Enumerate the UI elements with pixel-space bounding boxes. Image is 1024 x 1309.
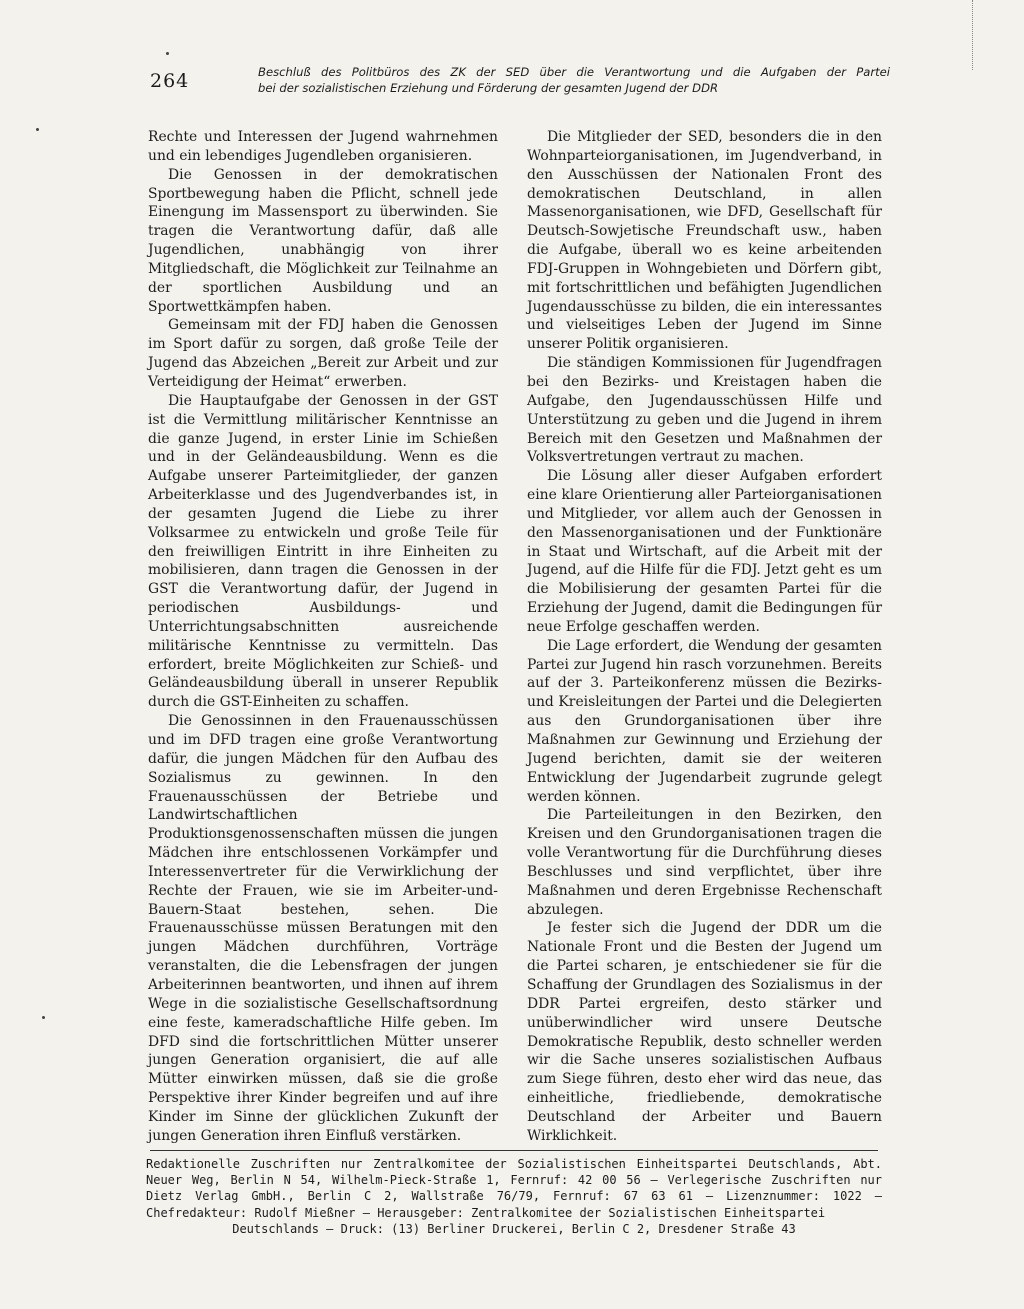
scan-edge-mark	[972, 0, 974, 70]
running-head-line-2: bei der sozialistischen Erziehung und Förderung der gesamten Jugend der DDR	[258, 81, 719, 95]
paragraph: Rechte und Interessen der Jugend wahrnehmen und ein lebendiges Jugendleben organisieren.	[148, 129, 498, 164]
paragraph: Die Hauptaufgabe der Genossen in der GST ist die Vermittlung militärischer Kenntnisse an die ganze Jugend, in erster Linie im Schießen und in der Geländeausbildung. Wenn es die Aufgabe unserer Parteimitglieder, der ganzen Arbeiterklasse und des Jugendverbandes ist, in der gesamten Jugend die Liebe zu ihrer Volksarmee zu entwickeln und große Teile für den freiwilligen Eintritt in ihre Einheiten zu mobilisieren, dann tragen die Genossen in der GST die Verantwortung dafür, der Jugend in periodischen Ausbildungs- und Unterrichtungsabschnitten ausreichende militärische Kenntnisse zu vermitteln. Das erfordert, breite Möglichkeiten zur Schieß- und Geländeausbildung überall in unserer Republik durch die GST-Einheiten zu schaffen.	[148, 392, 498, 711]
page-header	[150, 58, 890, 102]
imprint-text: Redaktionelle Zuschriften nur Zentralkomitee der Sozialistischen Einheitspartei Deutschlands, Abt. Neuer Weg, Berlin N 54, Wilhelm-Pieck-Straße 1, Fernruf: 42 00 56 — Verlegerische Zuschriften nur Dietz Verlag GmbH., Berlin C 2, Wallstraße 76/79, Fernruf: 67 63 61 — Lizenznummer: 1022 — Chefredakteur: Rudolf Mießner — Herausgeber: Zentralkomitee der Sozialistischen Einheitspartei	[146, 1157, 882, 1220]
paragraph: Die Genossen in der demokratischen Sportbewegung haben die Pflicht, schnell jede Einengung im Massensport zu überwinden. Sie tragen die Verantwortung dafür, daß alle Jugendlichen, unabhängig von ihrer Mitgliedschaft, die Möglichkeit zur Teilnahme an der sportlichen Ausbildung und an Sportwettkämpfen haben.	[148, 166, 498, 315]
left-column	[148, 128, 498, 1146]
imprint-last-line: Deutschlands — Druck: (13) Berliner Druckerei, Berlin C 2, Dresdener Straße 43	[232, 1221, 796, 1236]
paragraph: Je fester sich die Jugend der DDR um die Nationale Front und die Besten der Jugend um die Partei scharen, je entschiedener sie für die Schaffung der Grundlagen des Sozialismus in der DDR Partei ergreifen, desto stärker und unüberwindlicher wird unsere Deutsche Demokratische Republik, desto schneller werden wir die Sache unseres sozialistischen Aufbaus zum Siege führen, desto eher wird das neue, das einheitliche, friedliebende, demokratische Deutschland der Arbeiter und Bauern Wirklichkeit.	[527, 920, 882, 1144]
paragraph: Die Mitglieder der SED, besonders die in den Wohnparteiorganisationen, im Jugendverband, in den Ausschüssen der Nationalen Front des demokratischen Deutschland, in allen Massenorganisationen, wie DFD, Gesellschaft für Deutsch-Sowjetische Freundschaft usw., haben die Aufgabe, überall wo es keine arbeitenden FDJ-Gruppen in Wohngebieten und Dörfern gibt, mit fortschrittlichen und befähigten Jugendlichen Jugendausschüsse zu bilden, die ein interessantes und vielseitiges Leben der Jugend im Sinne unserer Politik organisieren.	[527, 129, 882, 353]
paragraph: Die ständigen Kommissionen für Jugendfragen bei den Bezirks- und Kreistagen haben die Aufgabe, den Jugendausschüssen Hilfe und Unterstützung zu geben und die Jugend in ihrem Bereich mit den Gesetzen und Maßnahmen der Volksvertretungen vertraut zu machen.	[527, 355, 882, 466]
paragraph: Die Lage erfordert, die Wendung der gesamten Partei zur Jugend hin rasch vorzunehmen. Bereits auf der 3. Parteikonferenz müssen die Bezirks- und Kreisleitungen der Partei und die Delegierten aus den Grundorganisationen über ihre Maßnahmen zur Gewinnung und Erziehung der Jugend berichten, damit sie der weiteren Entwicklung der Jugendarbeit zugrunde gelegt werden können.	[527, 637, 882, 805]
running-head	[258, 64, 890, 96]
imprint	[146, 1156, 882, 1237]
paragraph: Gemeinsam mit der FDJ haben die Genossen im Sport dafür zu sorgen, daß große Teile der Jugend das Abzeichen „Bereit zur Arbeit und zur Verteidigung der Heimat“ erwerben.	[148, 317, 498, 390]
page-number: 264	[150, 70, 190, 92]
running-head-line-1: Beschluß des Politbüros des ZK der SED über die Verantwortung und die Aufgaben der Partei	[258, 65, 890, 79]
paragraph: Die Parteileitungen in den Bezirken, den Kreisen und den Grundorganisationen tragen die volle Verantwortung für die Durchführung dieses Beschlusses und sind verpflichtet, über ihre Maßnahmen und deren Ergebnisse Rechenschaft abzulegen.	[527, 807, 882, 918]
scan-speck	[42, 1016, 45, 1019]
right-column	[527, 128, 882, 1146]
scan-speck	[166, 52, 169, 55]
footer-divider	[150, 1150, 878, 1151]
scan-speck	[36, 128, 39, 131]
paragraph: Die Lösung aller dieser Aufgaben erfordert eine klare Orientierung aller Parteiorganisationen und Mitglieder, vor allem auch der Genossen in den Massenorganisationen und der Funktionäre in Staat und Wirtschaft, auf die Arbeit mit der Jugend, auf die Hilfe für die FDJ. Jetzt geht es um die Mobilisierung der gesamten Partei für die Erziehung der Jugend, damit die Bedingungen für neue Erfolge geschaffen werden.	[527, 468, 882, 635]
paragraph: Die Genossinnen in den Frauenausschüssen und im DFD tragen eine große Verantwortung dafür, die jungen Mädchen für den Aufbau des Sozialismus zu gewinnen. In den Frauenausschüssen der Betriebe und Landwirtschaftlichen Produktionsgenossenschaften müssen die jungen Mädchen ihre entschlossenen Vorkämpfer und Interessenvertreter für die Verwirklichung der Rechte der Frauen, wie sie im Arbeiter-und-Bauern-Staat bestehen, sehen. Die Frauenausschüsse müssen Beratungen mit den jungen Mädchen durchführen, Vorträge veranstalten, die die Lebensfragen der jungen Arbeiterinnen beantworten, und ihnen auf ihrem Wege in die sozialistische Gesellschaftsordnung eine feste, kameradschaftliche Hilfe geben. Im DFD sind die fortschrittlichen Mütter unserer jungen Generation organisiert, die auf alle Mütter einwirken müssen, daß sie die große Perspektive ihrer Kinder begreifen und auf ihre Kinder im Sinne der glücklichen Zukunft der jungen Generation ihren Einfluß verstärken.	[148, 713, 498, 1144]
